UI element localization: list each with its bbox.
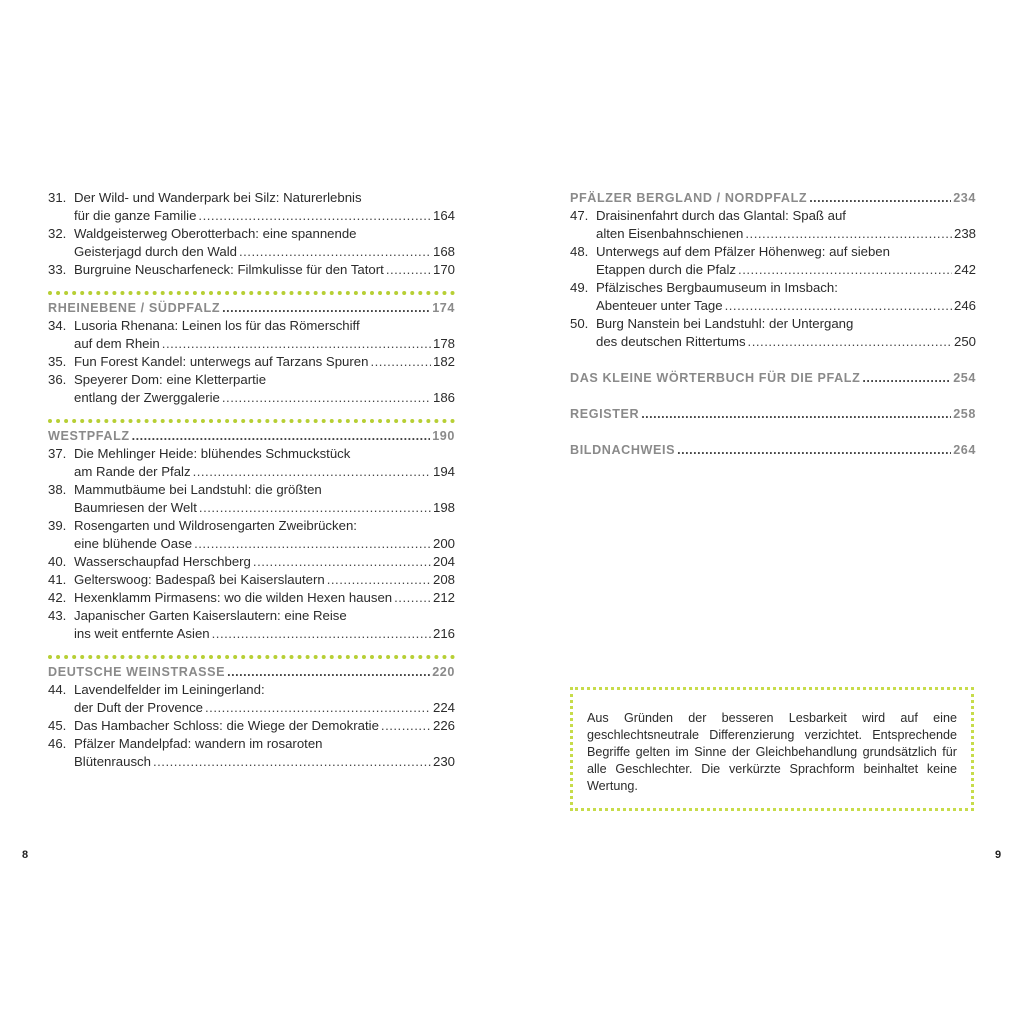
entry-page: 198 (432, 500, 455, 515)
leader-dots (370, 353, 431, 371)
entry-number: 33. (48, 262, 67, 277)
entry-title: Lavendelfelder im Leiningerland: (74, 682, 265, 697)
toc-entry-line[interactable] (48, 753, 455, 771)
entry-title: Baumriesen der Welt (74, 500, 197, 515)
entry-title: Waldgeisterweg Oberotterbach: eine spannende (74, 226, 357, 241)
entry-title: Pfälzer Mandelpfad: wandern im rosaroten (74, 736, 323, 751)
entry-title: am Rande der Pfalz (74, 464, 191, 479)
page-number-right: 9 (995, 849, 1002, 861)
entry-number: 42. (48, 590, 67, 605)
section-page: 234 (953, 191, 976, 205)
entry-title: des deutschen Rittertums (596, 334, 746, 349)
toc-entry-line[interactable] (48, 243, 455, 261)
entry-title: auf dem Rhein (74, 336, 160, 351)
toc-right-column (570, 189, 976, 459)
entry-number: 37. (48, 446, 67, 461)
toc-section-heading[interactable] (570, 405, 976, 423)
entry-number: 38. (48, 482, 67, 497)
entry-title: Wasserschaupfad Herschberg (74, 554, 251, 569)
entry-title: Blütenrausch (74, 754, 151, 769)
toc-entry-line[interactable] (570, 333, 976, 351)
toc-entry-line[interactable] (48, 481, 455, 499)
leader-dots (199, 499, 431, 517)
entry-page: 224 (432, 700, 455, 715)
toc-entry-line[interactable] (570, 315, 976, 333)
toc-entry-line[interactable] (570, 225, 976, 243)
entry-title: Hexenklamm Pirmasens: wo die wilden Hexen hausen (74, 590, 393, 605)
entry-number: 49. (570, 280, 589, 295)
toc-left-column (48, 189, 455, 771)
toc-entry-line[interactable] (48, 371, 455, 389)
toc-entry-line[interactable] (48, 517, 455, 535)
entry-page: 250 (953, 334, 976, 349)
leader-dots (809, 189, 951, 207)
toc-section-heading[interactable] (48, 427, 455, 445)
dotted-separator (48, 655, 455, 659)
entry-number: 36. (48, 372, 67, 387)
entry-title: für die ganze Familie (74, 208, 197, 223)
entry-number: 48. (570, 244, 589, 259)
entry-number: 47. (570, 208, 589, 223)
entry-title: entlang der Zwerggalerie (74, 390, 220, 405)
entry-page: 164 (432, 208, 455, 223)
leader-dots (193, 463, 431, 481)
toc-entry-line[interactable] (48, 335, 455, 353)
section-title: DAS KLEINE WÖRTERBUCH FÜR DIE PFALZ (570, 371, 861, 385)
leader-dots (641, 405, 951, 423)
entry-page: 216 (432, 626, 455, 641)
leader-dots (239, 243, 431, 261)
leader-dots (194, 535, 431, 553)
toc-entry-line[interactable] (48, 699, 455, 717)
section-title: BILDNACHWEIS (570, 443, 676, 457)
entry-page: 204 (432, 554, 455, 569)
toc-group-bergland (570, 207, 976, 351)
page-number-left: 8 (22, 849, 29, 861)
entry-title: Japanischer Garten Kaiserslautern: eine Reise (74, 608, 347, 623)
section-page: 220 (432, 665, 455, 679)
entry-title: Mammutbäume bei Landstuhl: die größten (74, 482, 322, 497)
entry-title: ins weit entfernte Asien (74, 626, 210, 641)
entry-title: Unterwegs auf dem Pfälzer Höhenweg: auf sieben (596, 244, 890, 259)
entry-page: 246 (953, 298, 976, 313)
entry-title: der Duft der Provence (74, 700, 204, 715)
leader-dots (205, 699, 431, 717)
entry-page: 182 (432, 354, 455, 369)
entry-title: Pfälzisches Bergbaumuseum in Imsbach: (596, 280, 838, 295)
entry-title: Burgruine Neuscharfeneck: Filmkulisse für den Tatort (74, 262, 384, 277)
section-page: 254 (953, 371, 976, 385)
entry-page: 168 (432, 244, 455, 259)
leader-dots (132, 427, 431, 445)
section-title: REGISTER (570, 407, 640, 421)
entry-title: eine blühende Oase (74, 536, 193, 551)
section-page: 264 (953, 443, 976, 457)
entry-page: 226 (432, 718, 455, 733)
entry-page: 170 (432, 262, 455, 277)
toc-entry-line[interactable] (48, 625, 455, 643)
toc-group-rheinebene (48, 317, 455, 407)
toc-entry-line[interactable] (48, 571, 455, 589)
leader-dots (153, 753, 431, 771)
toc-group-weinstrasse (48, 681, 455, 771)
toc-entry-line[interactable] (570, 207, 976, 225)
leader-dots (212, 625, 431, 643)
entry-title: Abenteuer unter Tage (596, 298, 723, 313)
entry-title: Lusoria Rhenana: Leinen los für das Römerschiff (74, 318, 360, 333)
toc-section-heading[interactable] (48, 663, 455, 681)
toc-entry-line[interactable] (48, 463, 455, 481)
leader-dots (253, 553, 431, 571)
toc-entry-line[interactable] (48, 317, 455, 335)
toc-entry-line[interactable] (48, 607, 455, 625)
toc-entry-line[interactable] (570, 279, 976, 297)
entry-title: Die Mehlinger Heide: blühendes Schmuckstück (74, 446, 351, 461)
toc-entry-line[interactable] (48, 353, 455, 371)
toc-section-heading[interactable] (570, 441, 976, 459)
leader-dots (162, 335, 431, 353)
entry-title: Gelterswoog: Badespaß bei Kaiserslautern (74, 572, 325, 587)
section-page: 258 (953, 407, 976, 421)
entry-title: Etappen durch die Pfalz (596, 262, 737, 277)
entry-page: 238 (953, 226, 976, 241)
entry-title: Das Hambacher Schloss: die Wiege der Demokratie (74, 718, 379, 733)
entry-title: Der Wild- und Wanderpark bei Silz: Naturerlebnis (74, 190, 362, 205)
toc-entry-line[interactable] (570, 243, 976, 261)
toc-entry-line[interactable] (48, 261, 455, 279)
section-page: 174 (432, 301, 455, 315)
dotted-separator (48, 419, 455, 423)
leader-dots (862, 369, 951, 387)
toc-entry-line[interactable] (48, 535, 455, 553)
toc-entry-line[interactable] (48, 589, 455, 607)
section-page: 190 (432, 429, 455, 443)
entry-number: 44. (48, 682, 67, 697)
toc-entry-line[interactable] (48, 225, 455, 243)
leader-dots (327, 571, 431, 589)
entry-title: alten Eisenbahnschienen (596, 226, 744, 241)
toc-section-heading[interactable] (570, 189, 976, 207)
toc-entry-line[interactable] (48, 445, 455, 463)
leader-dots (222, 389, 431, 407)
toc-entry-line[interactable] (48, 553, 455, 571)
toc-section-heading[interactable] (48, 299, 455, 317)
leader-dots (381, 717, 431, 735)
leader-dots (386, 261, 431, 279)
entry-page: 178 (432, 336, 455, 351)
entry-number: 40. (48, 554, 67, 569)
entry-title: Rosengarten und Wildrosengarten Zweibrücken: (74, 518, 357, 533)
section-title: DEUTSCHE WEINSTRASSE (48, 665, 226, 679)
entry-number: 41. (48, 572, 67, 587)
leader-dots (738, 261, 952, 279)
toc-entry-line[interactable] (48, 735, 455, 753)
disclaimer-box (570, 687, 974, 811)
toc-entry-line[interactable] (48, 681, 455, 699)
section-title: RHEINEBENE / SÜDPFALZ (48, 301, 221, 315)
entry-page: 186 (432, 390, 455, 405)
leader-dots (748, 333, 952, 351)
toc-entry-line[interactable] (570, 261, 976, 279)
toc-group-westpfalz (48, 445, 455, 643)
entry-number: 43. (48, 608, 67, 623)
leader-dots (227, 663, 430, 681)
dotted-separator (48, 291, 455, 295)
toc-entry-line[interactable] (48, 207, 455, 225)
entry-page: 194 (432, 464, 455, 479)
leader-dots (222, 299, 430, 317)
entry-title: Burg Nanstein bei Landstuhl: der Untergang (596, 316, 854, 331)
entry-title: Geisterjagd durch den Wald (74, 244, 237, 259)
section-title: WESTPFALZ (48, 429, 130, 443)
leader-dots (198, 207, 431, 225)
entry-number: 45. (48, 718, 67, 733)
entry-page: 230 (432, 754, 455, 769)
entry-number: 32. (48, 226, 67, 241)
entry-number: 39. (48, 518, 67, 533)
entry-page: 212 (432, 590, 455, 605)
entry-title: Speyerer Dom: eine Kletterpartie (74, 372, 267, 387)
toc-entry-line[interactable] (570, 297, 976, 315)
toc-group-top (48, 189, 455, 279)
entry-title: Draisinenfahrt durch das Glantal: Spaß auf (596, 208, 846, 223)
disclaimer-text: Aus Gründen der besseren Lesbarkeit wird auf eine geschlechtsneutrale Differenzierung verzichtet. Entsprechende Begriffe gelten im Sinne der Gleichbehandlung grundsätzlich für alle Geschlechter. Die verkürzte Sprachform beinhaltet keine Wertung. (587, 711, 957, 793)
entry-number: 46. (48, 736, 67, 751)
entry-number: 50. (570, 316, 589, 331)
toc-entry-line[interactable] (48, 189, 455, 207)
entry-page: 200 (432, 536, 455, 551)
leader-dots (745, 225, 952, 243)
leader-dots (394, 589, 431, 607)
section-title: PFÄLZER BERGLAND / NORDPFALZ (570, 191, 808, 205)
entry-number: 31. (48, 190, 67, 205)
toc-entry-line[interactable] (48, 389, 455, 407)
entry-title: Fun Forest Kandel: unterwegs auf Tarzans Spuren (74, 354, 369, 369)
toc-entry-line[interactable] (48, 717, 455, 735)
toc-entry-line[interactable] (48, 499, 455, 517)
entry-page: 208 (432, 572, 455, 587)
leader-dots (725, 297, 952, 315)
entry-number: 35. (48, 354, 67, 369)
entry-page: 242 (953, 262, 976, 277)
toc-section-heading[interactable] (570, 369, 976, 387)
entry-number: 34. (48, 318, 67, 333)
leader-dots (677, 441, 951, 459)
